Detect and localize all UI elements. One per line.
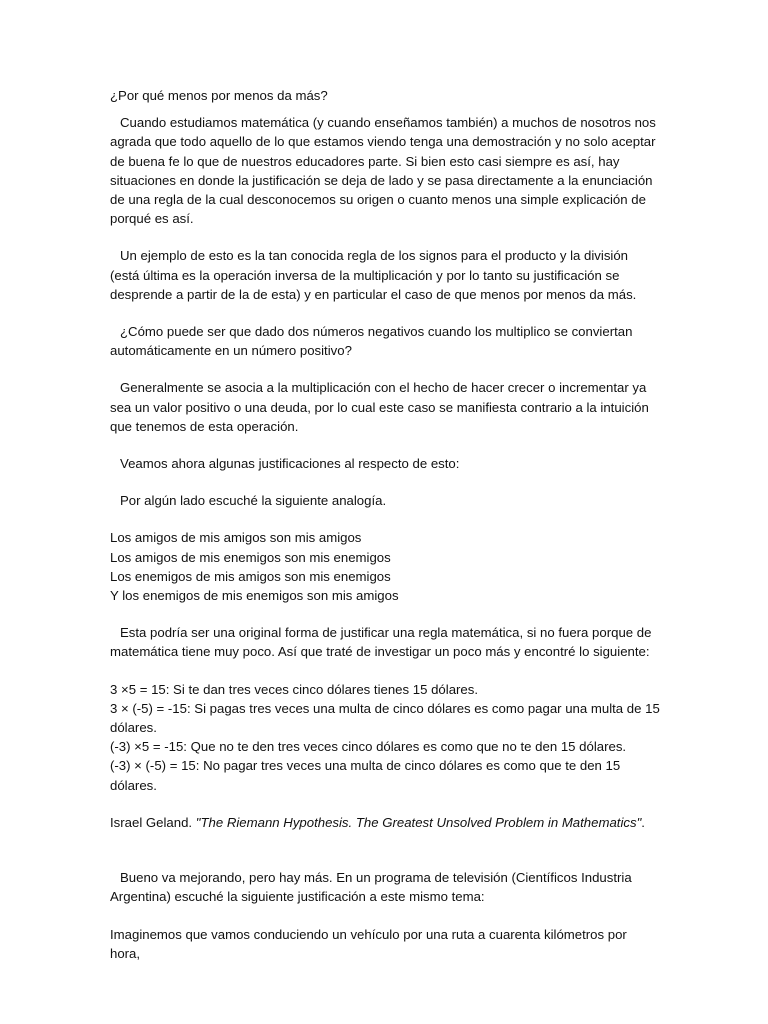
example-line: (-3) × (-5) = 15: No pagar tres veces una multa de cinco dólares es como que te den 15 dólares. [110,758,621,793]
spacer [110,473,660,491]
paragraph-tv-program: Bueno va mejorando, pero hay más. En un programa de televisión (Científicos Industria Argentina) escuché la siguiente justificación a este mismo tema: [110,870,632,905]
example-line: 3 × (-5) = -15: Si pagas tres veces una multa de cinco dólares es como pagar una multa de 15 dólares. [110,700,660,736]
spacer [110,605,660,623]
paragraph-question: ¿Cómo puede ser que dado dos números negativos cuando los multiplico se conviertan automáticamente en un número positivo? [110,324,633,359]
citation-end: . [641,814,645,830]
spacer [110,304,660,322]
paragraph-analogy-critique: Esta podría ser una original forma de justificar una regla matemática, si no fuera porque de matemática tiene muy poco. Así que traté de investigar un poco más y encontré lo siguiente: [110,625,652,660]
spacer [110,795,660,813]
citation [110,813,660,832]
paragraph-intro: Cuando estudiamos matemática (y cuando enseñamos también) a muchos de nosotros nos agrada que todo aquello de lo que estamos viendo tenga una demostración y no solo aceptar de buena fe lo que de nuestros educadores parte. Si bien esto casi siempre es así, hay situaciones en donde la justificación se deja de lado y se pasa directamente a la enunciación de una regla de la cual desconocemos su origen o cuanto menos una simple explicación de porqué es así. [110,115,656,227]
analogy-line: Los amigos de mis amigos son mis amigos [110,530,362,546]
spacer [110,510,660,528]
example-line: 3 ×5 = 15: Si te dan tres veces cinco dólares tienes 15 dólares. [110,681,479,697]
paragraph-justifications-intro: Veamos ahora algunas justificaciones al respecto de esto: [120,456,460,472]
analogy-line: Los amigos de mis enemigos son mis enemigos [110,549,391,565]
citation-author: Israel Geland. [110,814,193,830]
spacer [110,832,660,868]
document-title: ¿Por qué menos por menos da más? [110,88,328,103]
spacer [110,228,660,246]
analogy-list [110,528,660,605]
spacer [110,360,660,378]
document-page [110,86,660,963]
paragraph-analogy-intro: Por algún lado escuché la siguiente analogía. [120,493,387,509]
example-line: (-3) ×5 = -15: Que no te den tres veces cinco dólares es como que no te den 15 dólares. [110,739,627,755]
analogy-line: Los enemigos de mis amigos son mis enemigos [110,568,391,584]
paragraph-vehicle: Imaginemos que vamos conduciendo un vehículo por una ruta a cuarenta kilómetros por hora, [110,926,627,961]
citation-work: "The Riemann Hypothesis. The Greatest Unsolved Problem in Mathematics" [195,814,642,830]
paragraph-intuition: Generalmente se asocia a la multiplicación con el hecho de hacer crecer o incrementar ya sea un valor positivo o una deuda, por lo cual este caso se manifiesta contrario a la intuición que tenemos de esta operación. [110,380,649,434]
examples-list [110,680,660,795]
paragraph-example-rule: Un ejemplo de esto es la tan conocida regla de los signos para el producto y la división (está última es la operación inversa de la multiplicación y por lo tanto su justificación se desprende a partir de la de esta) y en particular el caso de que menos por menos da más. [110,248,637,302]
spacer [110,907,660,925]
spacer [110,662,660,680]
spacer [110,436,660,454]
analogy-line: Y los enemigos de mis enemigos son mis amigos [110,588,399,604]
